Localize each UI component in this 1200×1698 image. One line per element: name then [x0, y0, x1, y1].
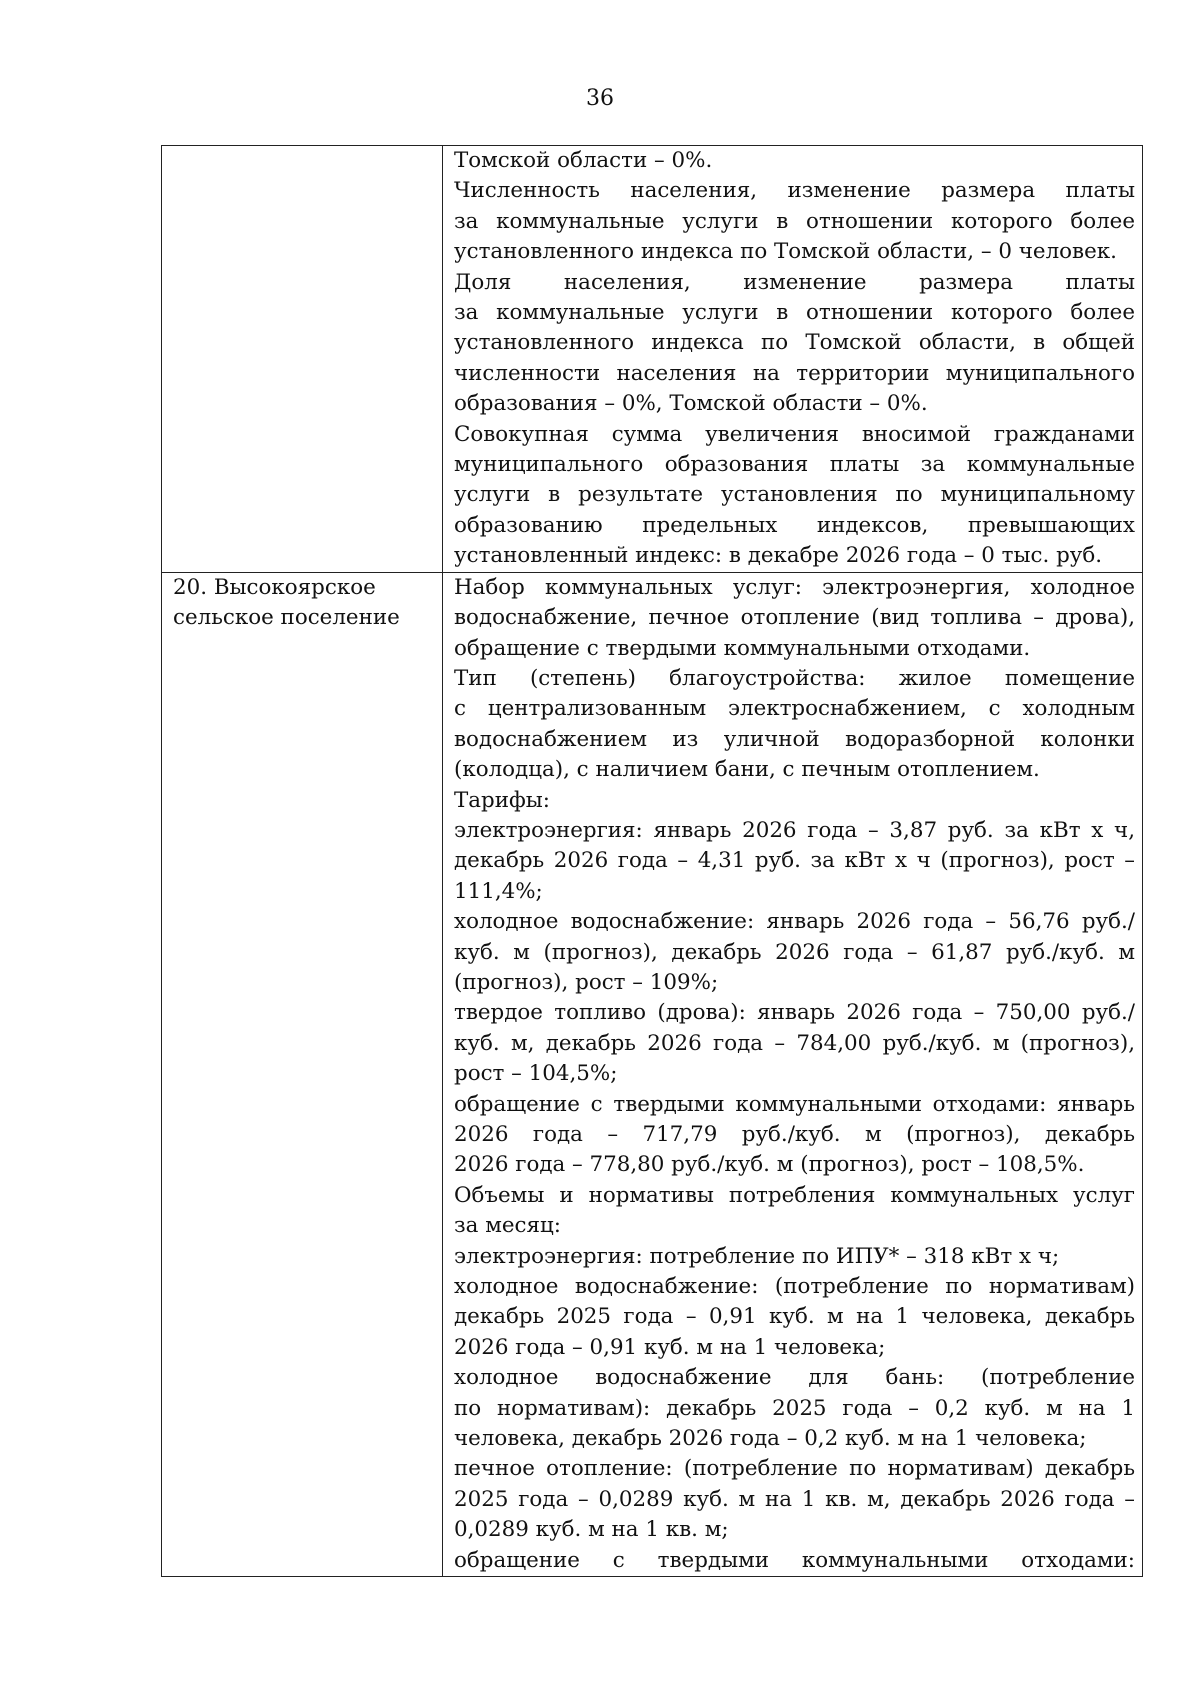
text-line: образования – 0%, Томской области – 0%. [454, 391, 928, 417]
description-cell [443, 572, 1143, 1576]
text-line: электроэнергия: потребление по ИПУ* – 318 кВт х ч; [454, 1243, 1060, 1269]
text-line: Объемы и нормативы потребления коммунальных услуг [454, 1182, 1135, 1208]
text-line: холодное водоснабжение для бань: (потребление [454, 1365, 1135, 1391]
text-line: (прогноз), рост – 109%; [454, 969, 719, 995]
text-line: обращение с твердыми коммунальными отходами: январь [454, 1091, 1135, 1117]
text-line: водоснабжение, печное отопление (вид топлива – дрова), [454, 605, 1135, 631]
text-line: Численность населения, изменение размера платы [454, 178, 1135, 204]
text-line: за коммунальные услуги в отношении которого более [454, 300, 1135, 326]
text-line: установленного индекса по Томской области, в общей [454, 330, 1135, 356]
text-line: 0,0289 куб. м на 1 кв. м; [454, 1517, 729, 1543]
text-line: установленного индекса по Томской области, – 0 человек. [454, 239, 1117, 265]
page-number: 36 [586, 86, 614, 111]
text-line: рост – 104,5%; [454, 1061, 618, 1087]
text-line: (колодца), с наличием бани, с печным отоплением. [454, 757, 1040, 783]
text-line: куб. м, декабрь 2026 года – 784,00 руб./куб. м (прогноз), [454, 1030, 1135, 1056]
text-line: численности населения на территории муниципального [454, 360, 1135, 386]
text-line: Томской области – 0%. [454, 148, 713, 173]
text-line: за месяц: [454, 1213, 561, 1239]
text-line: 111,4%; [454, 878, 543, 904]
text-line: установленный индекс: в декабре 2026 года – 0 тыс. руб. [454, 543, 1103, 569]
text-line: декабрь 2026 года – 4,31 руб. за кВт х ч (прогноз), рост – [454, 848, 1135, 874]
text-line: электроэнергия: январь 2026 года – 3,87 руб. за кВт х ч, [454, 817, 1135, 843]
text-line: Совокупная сумма увеличения вносимой гражданами [454, 421, 1135, 447]
text-line: холодное водоснабжение: (потребление по нормативам) [454, 1274, 1135, 1300]
text-line: Доля населения, изменение размера платы [454, 269, 1135, 295]
municipality-cell [162, 146, 443, 573]
text-line: куб. м (прогноз), декабрь 2026 года – 61,87 руб./куб. м [454, 939, 1135, 965]
text-line: 2026 года – 717,79 руб./куб. м (прогноз), декабрь [454, 1122, 1135, 1147]
text-line: обращение с твердыми коммунальными отходами: [454, 1547, 1135, 1573]
text-line: человека, декабрь 2026 года – 0,2 куб. м на 1 человека; [454, 1426, 1087, 1452]
table-row [162, 572, 1143, 1576]
text-line: декабрь 2025 года – 0,91 куб. м на 1 человека, декабрь [454, 1304, 1135, 1330]
description-cell [443, 146, 1143, 573]
document-table [161, 145, 1143, 1577]
text-line: обращение с твердыми коммунальными отходами. [454, 635, 1031, 661]
text-line: образованию предельных индексов, превышающих [454, 512, 1135, 538]
text-line: муниципального образования платы за коммунальные [454, 452, 1135, 478]
text-line: по нормативам): декабрь 2025 года – 0,2 куб. м на 1 [454, 1395, 1135, 1421]
text-line: водоснабжением из уличной водоразборной колонки [454, 726, 1135, 752]
text-line: печное отопление: (потребление по нормативам) декабрь [454, 1456, 1135, 1482]
text-line: 2026 года – 0,91 куб. м на 1 человека; [454, 1334, 886, 1360]
text-line: холодное водоснабжение: январь 2026 года – 56,76 руб./ [454, 909, 1135, 935]
text-line: 20. Высокоярское [173, 574, 376, 600]
text-line: твердое топливо (дрова): январь 2026 года – 750,00 руб./ [454, 1000, 1135, 1026]
text-line: услуги в результате установления по муниципальному [454, 482, 1135, 508]
text-line: 2025 года – 0,0289 куб. м на 1 кв. м, декабрь 2026 года – [454, 1486, 1135, 1512]
text-line: сельское поселение [173, 605, 400, 631]
text-line: Тип (степень) благоустройства: жилое помещение [454, 665, 1135, 691]
text-line: 2026 года – 778,80 руб./куб. м (прогноз), рост – 108,5%. [454, 1152, 1085, 1178]
text-line: за коммунальные услуги в отношении которого более [454, 208, 1135, 234]
table-row [162, 146, 1143, 573]
text-line: Набор коммунальных услуг: электроэнергия, холодное [454, 574, 1135, 600]
text-line: с централизованным электроснабжением, с холодным [454, 696, 1135, 722]
text-line: Тарифы: [454, 787, 550, 813]
municipality-cell [162, 572, 443, 1576]
